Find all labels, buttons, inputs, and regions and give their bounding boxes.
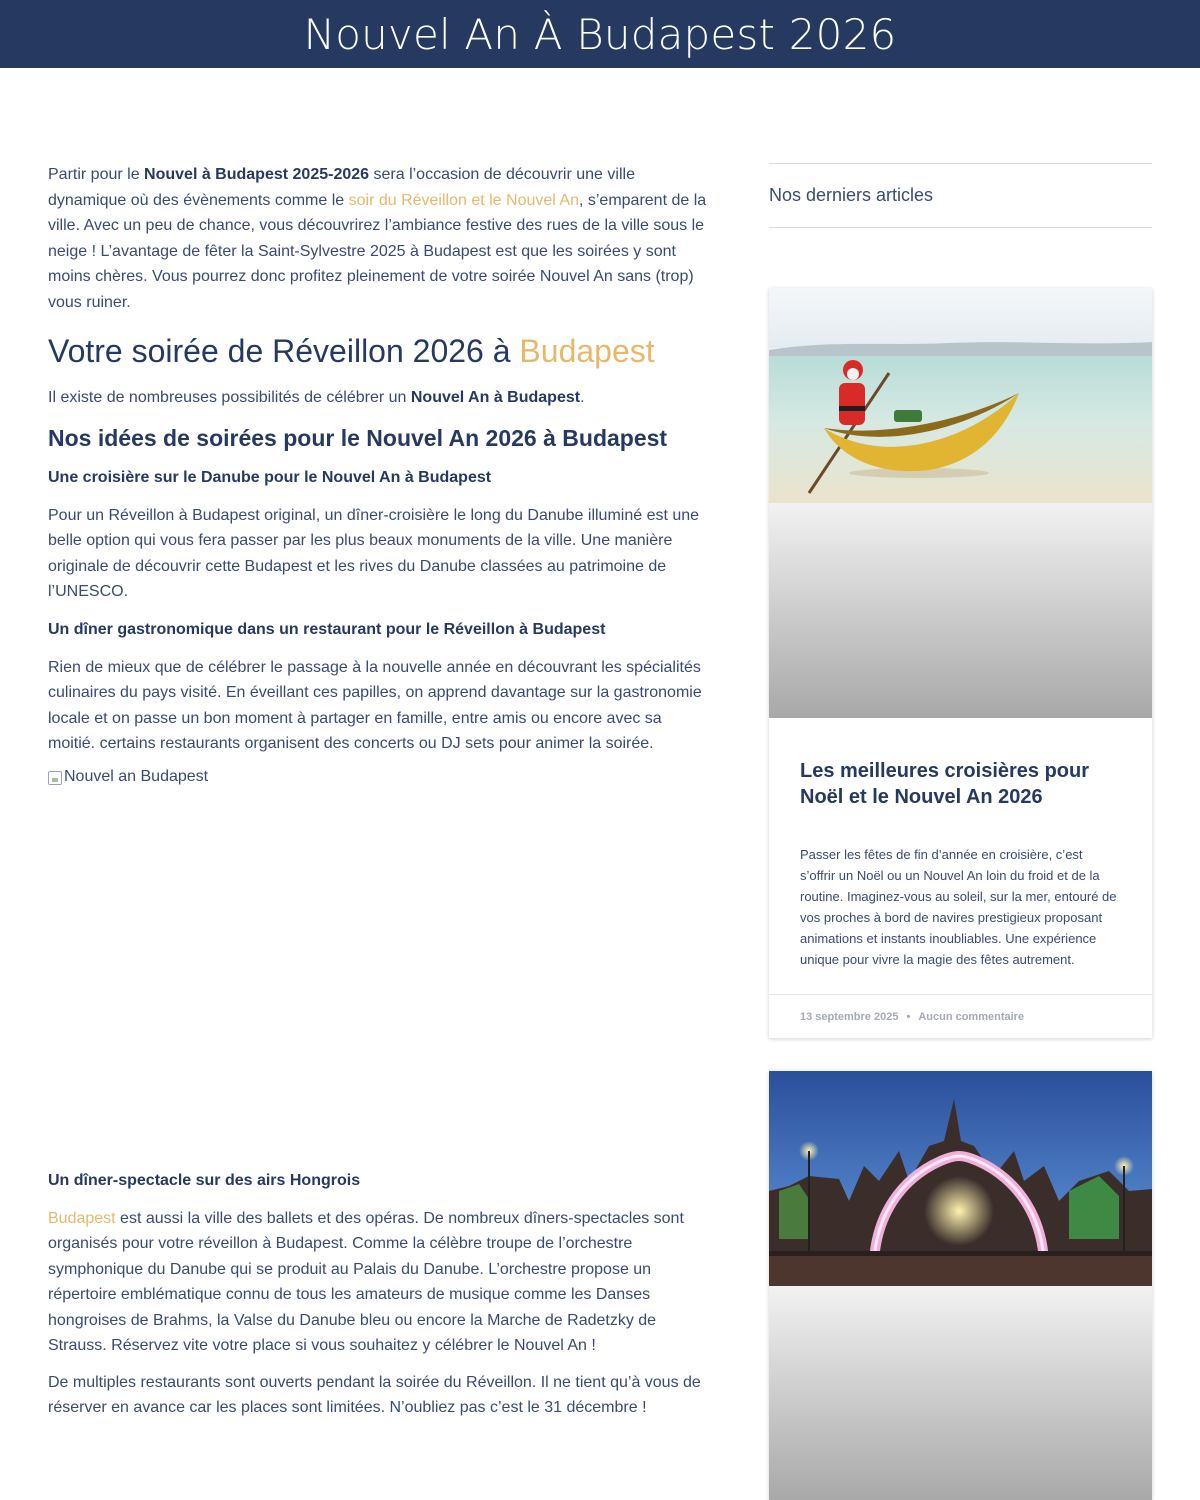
paragraph-text: . (580, 389, 585, 406)
reveillon-link[interactable]: soir du Réveillon et le Nouvel An (348, 191, 579, 209)
article-content (48, 162, 713, 1432)
meta-separator: • (906, 1010, 911, 1023)
card-meta (769, 994, 1152, 1038)
card-body (769, 718, 1152, 970)
page-title: Nouvel An À Budapest 2026 (303, 9, 897, 59)
card-title[interactable]: Les meilleures croisières pour Noël et le Nouvel An 2026 (800, 760, 1090, 808)
budapest-heading-link[interactable]: Budapest (519, 333, 655, 369)
broken-image-icon (48, 771, 62, 785)
intro-paragraph (48, 162, 713, 315)
intro-text: sera l’occasion de découvrir une ville dynamique où des évènements comme le (48, 166, 635, 209)
paragraph-text: Il existe de nombreuses possibilités de célébrer un (48, 389, 411, 406)
section-heading-reveillon (48, 331, 713, 371)
restaurant-heading: Un dîner gastronomique dans un restaurant pour le Réveillon à Budapest (48, 620, 606, 638)
sidebar (769, 163, 1152, 228)
intro-text: , s’emparent de la ville. Avec un peu de chance, vous découvrirez l’ambiance festive des rues de la ville sous le neige ! L’avantage de fêter la Saint-Sylvestre 2025 à Budapest est que les soirées y sont moins chères. Vous pourrez donc profitez pleinement de votre soirée Nouvel An sans (trop) vous ruiner. (48, 191, 707, 311)
article-card[interactable] (769, 1071, 1152, 1500)
intro-text: Partir pour le (48, 166, 145, 183)
paragraph-text: est aussi la ville des ballets et des opéras. De nombreux dîners-spectacles sont organisés pour votre réveillon à Budapest. Comme la célèbre troupe de l’orchestre symphonique du Danube qui se produit au Palais du Danube. L’orchestre propose un répertoire emblématique connu de tous les amateurs de musique comme les Danses hongroises de Brahms, la Valse du Danube bleu ou encore la Marche de Radetzky de Strauss. Réservez vite votre place si vous souhaitez y célébrer le Nouvel An ! (48, 1209, 684, 1354)
image-alt-text: Nouvel an Budapest (64, 767, 209, 785)
article-card[interactable] (769, 288, 1152, 1038)
restaurant-paragraph: Rien de mieux que de célébrer le passage à la nouvelle année en découvrant les spécialités culinaires du pays visité. En éveillant ces papilles, on apprend davantage sur la gastronomie locale et on passe un bon moment à partager en famille, entre amis ou encore avec sa moitié. certains restaurants organisent des concerts ou DJ sets pour animer la soirée. (48, 658, 702, 752)
card-excerpt: Passer les fêtes de fin d’année en croisière, c’est s’offrir un Noël ou un Nouvel An loin du froid et de la routine. Imaginez-vous au soleil, sur la mer, entouré de vos proches à bord de navires prestigieux proposant animations et instants inoubliables. Une expérience unique pour vivre la magie des fêtes autrement. (800, 847, 1117, 967)
broken-image (48, 768, 713, 1156)
card-date: 13 septembre 2025 (800, 1010, 899, 1023)
santa-boat-photo (769, 288, 1152, 503)
show-paragraph (48, 1206, 713, 1359)
site-header (0, 0, 1200, 68)
heading-text: Votre soirée de Réveillon 2026 à (48, 333, 520, 369)
ideas-heading: Nos idées de soirées pour le Nouvel An 2026 à Budapest (48, 424, 668, 451)
sidebar-title: Nos derniers articles (769, 163, 1152, 228)
budapest-link[interactable]: Budapest (48, 1209, 116, 1227)
card-image[interactable] (769, 288, 1152, 718)
intro-bold: Nouvel à Budapest 2025-2026 (144, 166, 370, 183)
card-image[interactable] (769, 1071, 1152, 1500)
possibilities-paragraph (48, 385, 713, 411)
paragraph-bold: Nouvel An à Budapest (410, 389, 581, 406)
card-comments[interactable]: Aucun commentaire (918, 1010, 1025, 1023)
closing-paragraph: De multiples restaurants sont ouverts pendant la soirée du Réveillon. Il ne tient qu’à vous de réserver en avance car les places sont limitées. N’oubliez pas c’est le 31 décembre ! (48, 1373, 701, 1416)
show-heading: Un dîner-spectacle sur des airs Hongrois (48, 1171, 361, 1189)
cruise-paragraph: Pour un Réveillon à Budapest original, un dîner-croisière le long du Danube illuminé est une belle option qui vous fera passer par les plus beaux monuments de la ville. Une manière originale de découvrir cette Budapest et les rives du Danube classées au patrimoine de l’UNESCO. (48, 506, 700, 600)
christmas-market-photo (769, 1071, 1152, 1286)
cruise-heading: Une croisière sur le Danube pour le Nouvel An à Budapest (48, 468, 492, 486)
